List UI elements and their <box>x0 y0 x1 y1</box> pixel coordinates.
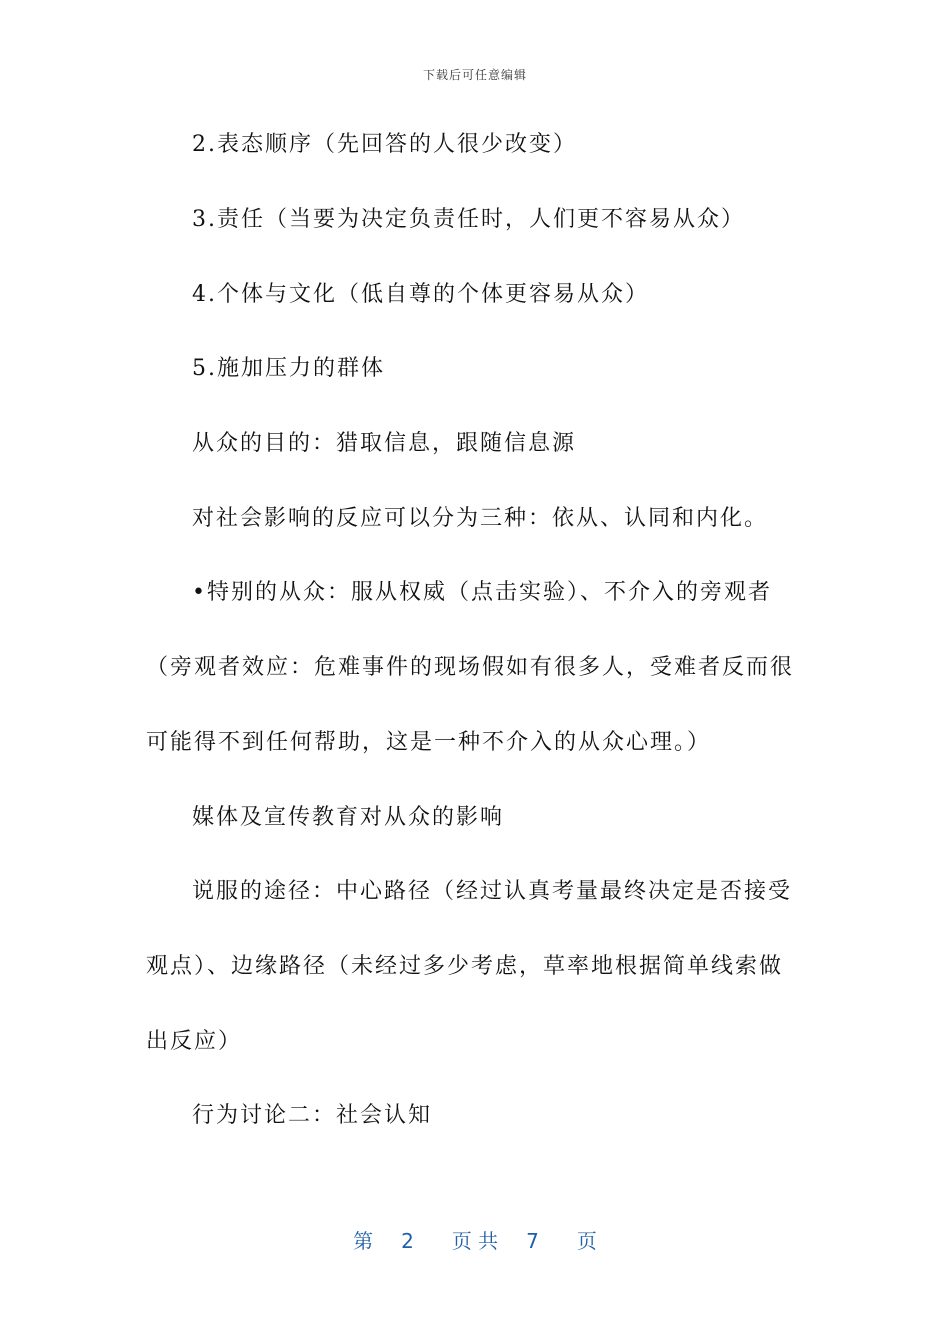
page-header: 下载后可任意编辑 <box>422 68 527 82</box>
text-line-5: 从众的目的：猎取信息，跟随信息源 <box>192 431 577 456</box>
text-line-4: 5.施加压力的群体 <box>192 356 385 381</box>
footer-prefix: 第 <box>353 1229 374 1253</box>
page-footer <box>0 1225 950 1254</box>
text-line-9: 可能得不到任何帮助，这是一种不介入的从众心理。） <box>146 730 712 755</box>
text-line-2: 3.责任（当要为决定负责任时，人们更不容易从众） <box>192 207 745 232</box>
text-line-3: 4.个体与文化（低自尊的个体更容易从众） <box>192 282 649 307</box>
footer-middle: 页 共 <box>451 1229 499 1253</box>
text-line-11: 说服的途径：中心路径（经过认真考量最终决定是否接受 <box>192 879 793 904</box>
text-line-7: •特别的从众：服从权威（点击实验）、不介入的旁观者 <box>192 580 772 605</box>
text-line-12: 观点）、边缘路径（未经过多少考虑，草率地根据简单线索做 <box>146 954 784 979</box>
text-line-14: 行为讨论二：社会认知 <box>192 1103 433 1128</box>
text-line-6: 对社会影响的反应可以分为三种：依从、认同和内化。 <box>192 506 769 531</box>
footer-suffix: 页 <box>576 1229 597 1253</box>
text-line-10: 媒体及宣传教育对从众的影响 <box>192 805 505 830</box>
text-line-1: 2.表态顺序（先回答的人很少改变） <box>192 132 577 157</box>
text-line-8: （旁观者效应：危难事件的现场假如有很多人，受难者反而很 <box>146 655 795 680</box>
footer-page-number: 2 <box>401 1229 414 1253</box>
footer-total-pages: 7 <box>526 1229 539 1253</box>
text-line-13: 出反应） <box>146 1029 243 1054</box>
